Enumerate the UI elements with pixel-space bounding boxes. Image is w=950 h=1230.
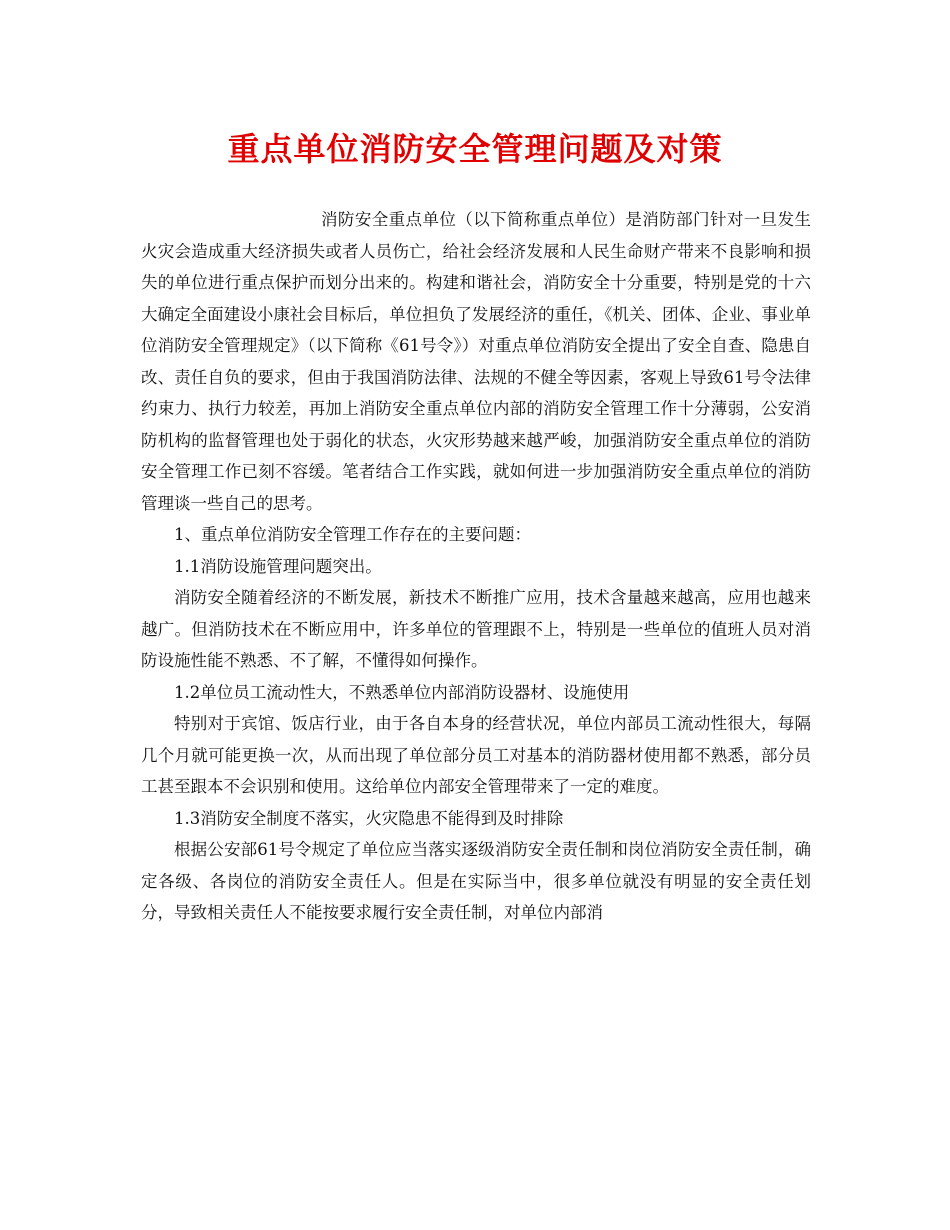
document-body bbox=[141, 204, 811, 929]
intro-paragraph: 消防安全重点单位（以下简称重点单位）是消防部门针对一旦发生火灾会造成重大经济损失或者人员伤亡，给社会经济发展和人民生命财产带来不良影响和损失的单位进行重点保护而划分出来的。构建和谐社会，消防安全十分重要，特别是党的十六大确定全面建设小康社会目标后，单位担负了发展经济的重任，《机关、团体、企业、事业单位消防安全管理规定》（以下简称《61号令》）对重点单位消防安全提出了安全自查、隐患自改、责任自负的要求，但由于我国消防法律、法规的不健全等因素，客观上导致61号令法律约束力、执行力较差，再加上消防安全重点单位内部的消防安全管理工作十分薄弱，公安消防机构的监督管理也处于弱化的状态，火灾形势越来越严峻，加强消防安全重点单位的消防安全管理工作已刻不容缓。笔者结合工作实践，就如何进一步加强消防安全重点单位的消防管理谈一些自己的思考。 bbox=[141, 210, 811, 513]
section-heading-1: 1、重点单位消防安全管理工作存在的主要问题： bbox=[174, 525, 531, 544]
subsection-heading-1-2: 1.2单位员工流动性大，不熟悉单位内部消防设器材、设施使用 bbox=[174, 682, 630, 702]
paragraph-1-3: 根据公安部61号令规定了单位应当落实逐级消防安全责任制和岗位消防安全责任制，确定各级、各岗位的消防安全责任人。但是在实际当中，很多单位就没有明显的安全责任划分，导致相关责任人不能按要求履行安全责任制，对单位内部消 bbox=[141, 840, 811, 922]
paragraph-1-1: 消防安全随着经济的不断发展，新技术不断推广应用，技术含量越来越高，应用也越来越广。但消防技术在不断应用中，许多单位的管理跟不上，特别是一些单位的值班人员对消防设施性能不熟悉、不了解，不懂得如何操作。 bbox=[141, 588, 811, 670]
subsection-heading-1-1: 1.1消防设施管理问题突出。 bbox=[174, 556, 382, 576]
subsection-heading-1-3: 1.3消防安全制度不落实，火灾隐患不能得到及时排除 bbox=[174, 808, 564, 828]
document-title: 重点单位消防安全管理问题及对策 bbox=[227, 130, 723, 168]
paragraph-1-2: 特别对于宾馆、饭店行业，由于各自本身的经营状况，单位内部员工流动性很大，每隔几个月就可能更换一次，从而出现了单位部分员工对基本的消防器材使用都不熟悉，部分员工甚至跟本不会识别和使用。这给单位内部安全管理带来了一定的难度。 bbox=[141, 714, 811, 796]
